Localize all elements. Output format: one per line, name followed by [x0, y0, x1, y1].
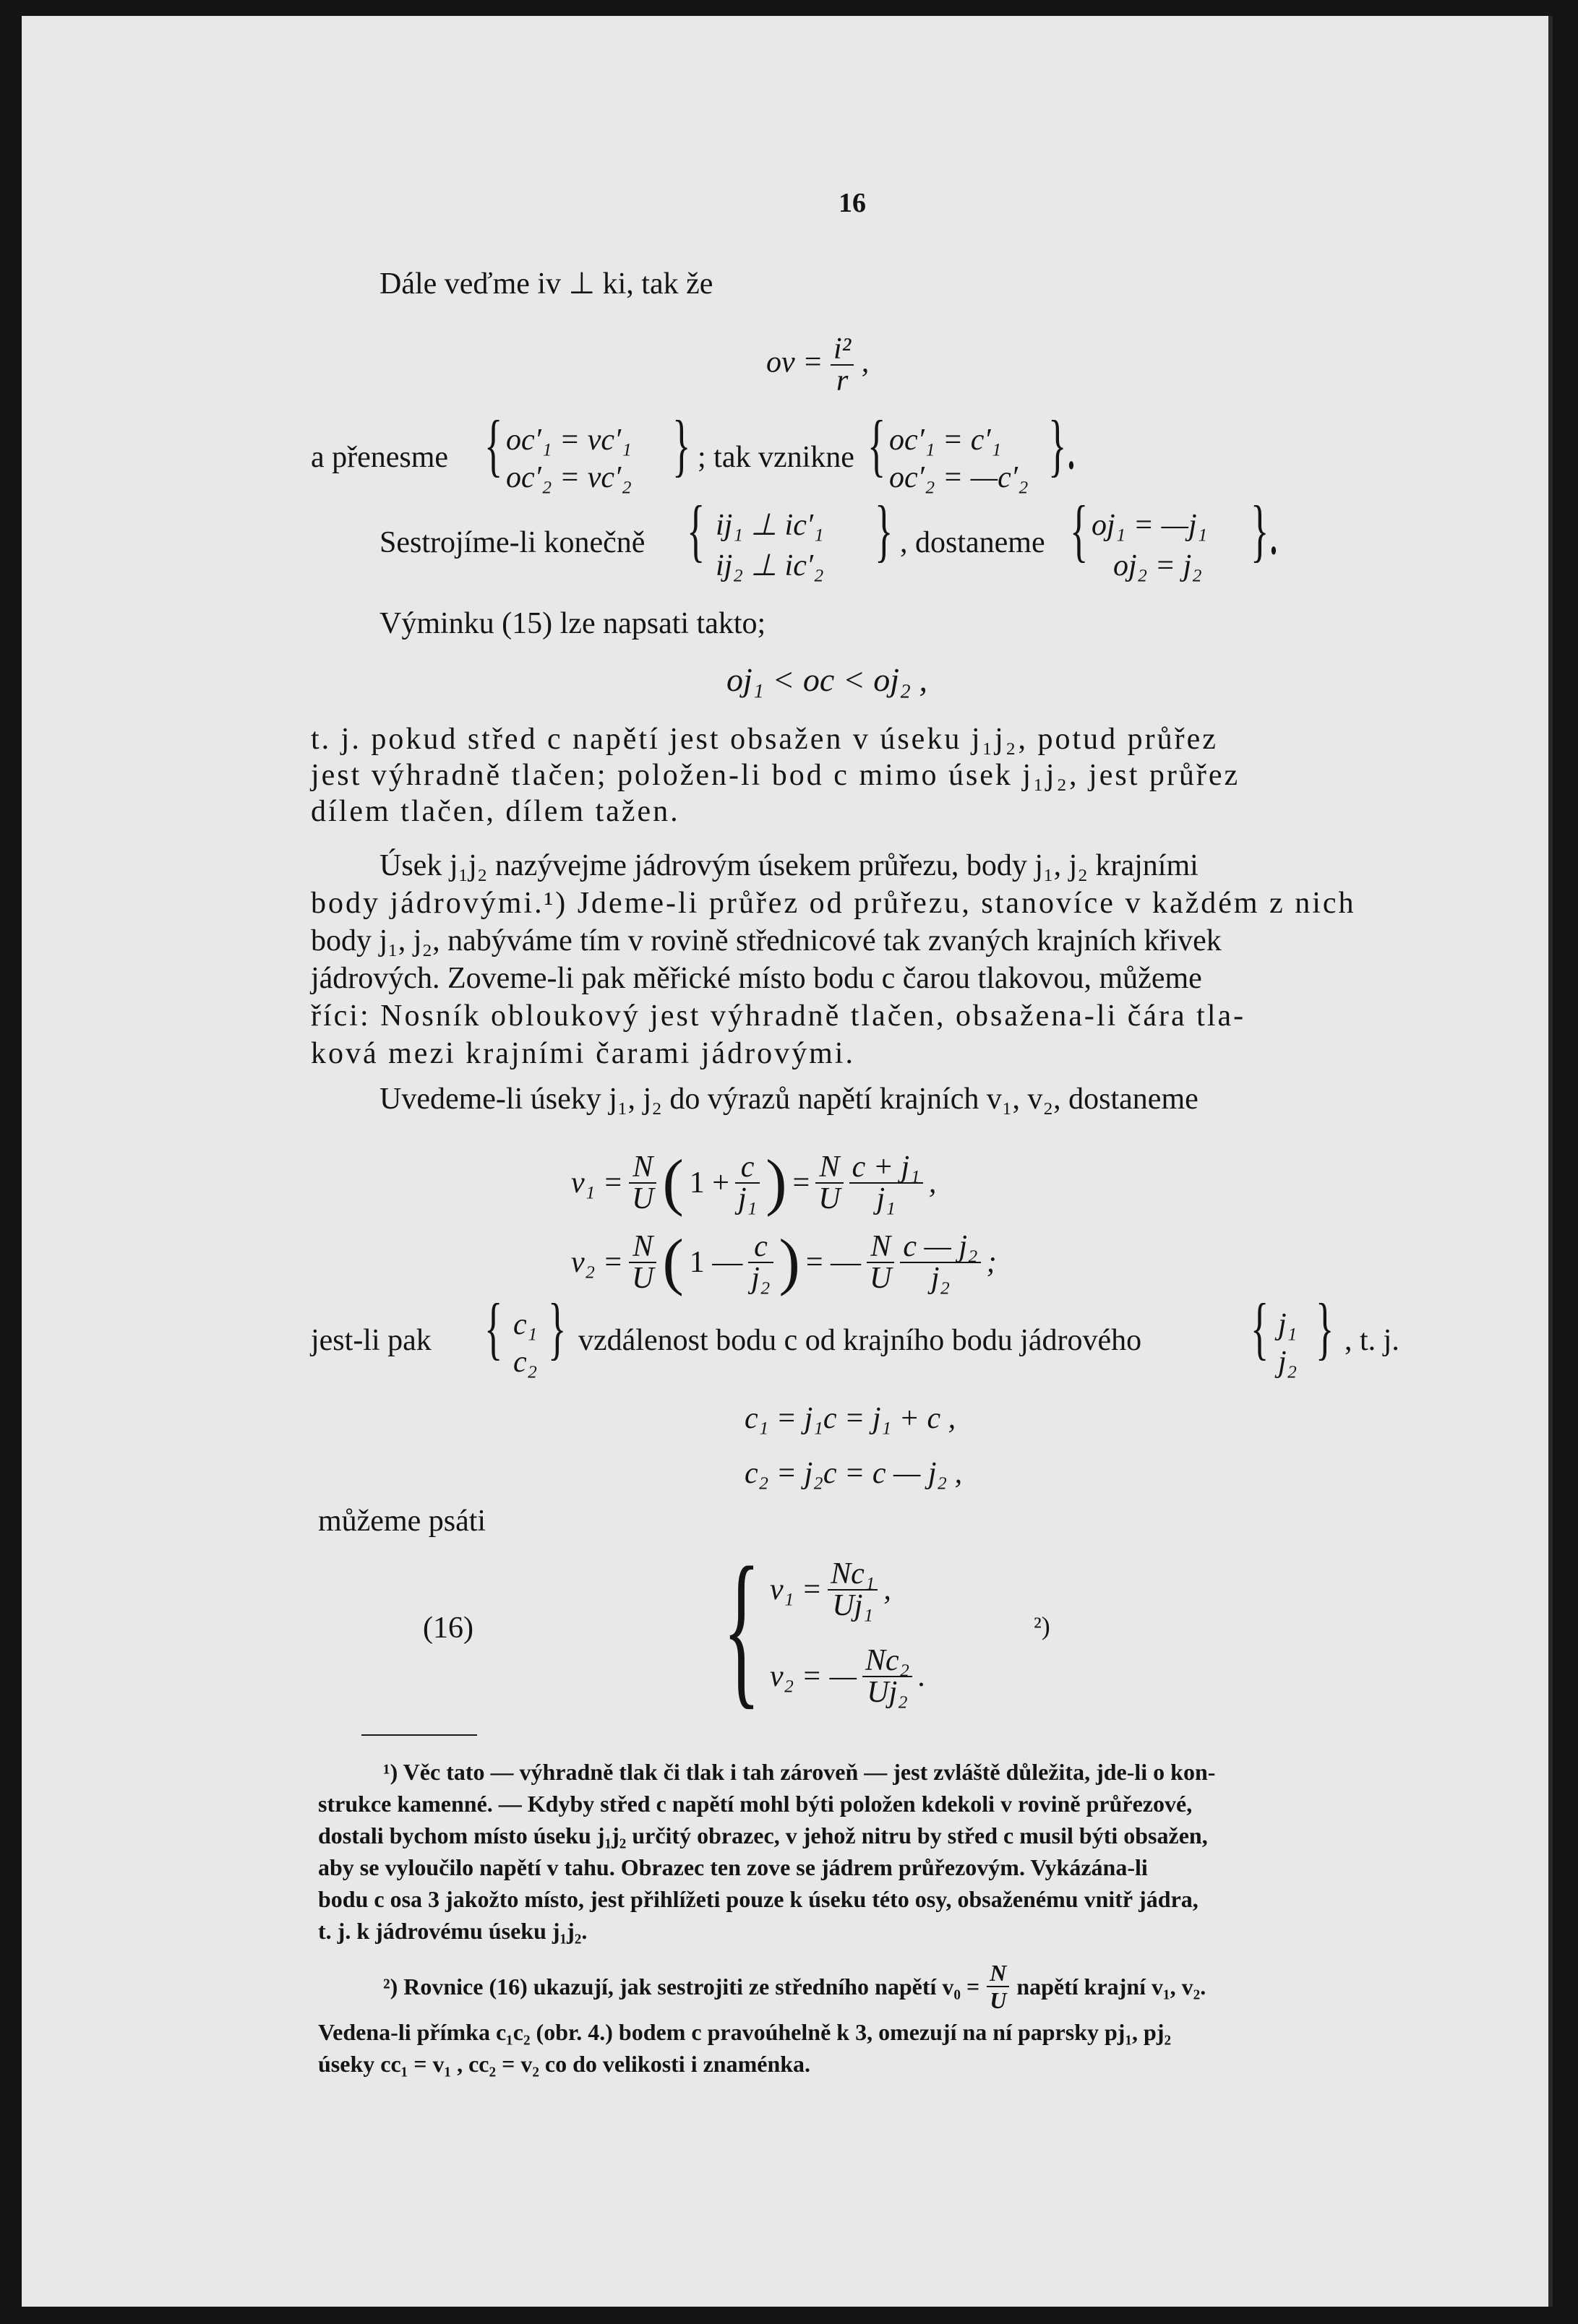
numerator: c — [748, 1231, 773, 1263]
equals: = — [792, 1166, 810, 1200]
system-row: oj₂ = j₂ — [1113, 549, 1202, 582]
fraction-c-over-j1 — [735, 1152, 760, 1214]
left-paren: ( — [662, 1227, 684, 1297]
right-brace: } — [672, 406, 691, 483]
page-number: 16 — [839, 188, 866, 218]
denominator: U — [632, 1182, 654, 1215]
left-brace: { — [687, 491, 706, 569]
fraction-n-over-u — [815, 1152, 843, 1214]
paragraph-line: t. j. pokud střed c napětí jest obsažen v úseku j₁j₂, potud průřez — [311, 723, 1218, 756]
comma: , — [928, 1166, 937, 1200]
denominator: j₁ — [876, 1182, 896, 1215]
footnote-line: úseky cc₁ = v₁ , cc₂ = v₂ co do velikosti i znaménka. — [318, 2051, 811, 2077]
footnote-line — [383, 1960, 1206, 2013]
denominator: Uj₂ — [867, 1676, 908, 1709]
brace-item: c₂ — [513, 1346, 538, 1379]
paragraph-line: Úsek j₁j₂ nazývejme jádrovým úsekem průřezu, body j₁, j₂ krajními — [380, 849, 1198, 882]
denominator: U — [632, 1262, 654, 1295]
denominator: U — [990, 1987, 1007, 2013]
left-brace: { — [1251, 1289, 1269, 1367]
footnote-divider — [361, 1734, 477, 1736]
fraction-n-over-u — [629, 1152, 656, 1214]
equation-c1: c₁ = j₁c = j₁ + c , — [745, 1402, 956, 1435]
system-brace: { — [723, 1531, 760, 1723]
text-jestli-pak: jest-li pak — [311, 1324, 432, 1357]
denominator: j₂ — [751, 1262, 771, 1295]
fraction — [828, 1559, 878, 1621]
text-muzeme: můžeme psáti — [318, 1505, 486, 1538]
footnote-line: Vedena-li přímka c₁c₂ (obr. 4.) bodem c pravoúhelně k 3, omezují na ní paprsky pj₁, pj₂ — [318, 2019, 1172, 2045]
footnote-line: ¹) Věc tato — výhradně tlak či tlak i tah zároveň — jest zvláště důležita, jde-li o kon- — [383, 1759, 1216, 1785]
paragraph-line: ková mezi krajními čarami jádrovými. — [311, 1037, 855, 1070]
numerator: N — [987, 1960, 1009, 1987]
numerator: i² — [831, 334, 854, 366]
fraction-n-over-u — [987, 1960, 1009, 2013]
brace-item: c₁ — [513, 1308, 538, 1341]
eq-ov-fraction — [831, 334, 854, 396]
equation-16-row1 — [770, 1554, 891, 1626]
eq-lhs: v₁ = — [770, 1573, 823, 1606]
denominator: Uj₁ — [832, 1589, 874, 1622]
right-brace: }. — [1251, 491, 1279, 569]
fraction-n-over-u — [867, 1231, 894, 1294]
brace-item: j₂ — [1278, 1346, 1298, 1379]
text-vyminku: Výminku (15) lze napsati takto; — [380, 607, 766, 640]
footnote-line: t. j. k jádrovému úseku j₁j₂. — [318, 1918, 588, 1944]
right-brace: } — [1316, 1289, 1334, 1367]
numerator: Nc₂ — [862, 1645, 912, 1677]
numerator: N — [629, 1231, 656, 1263]
brace-item: j₁ — [1278, 1308, 1298, 1341]
right-paren: ) — [766, 1148, 787, 1218]
comma: , — [861, 345, 870, 379]
paragraph-line: říci: Nosník obloukový jest výhradně tlačen, obsažena-li čára tla- — [311, 999, 1246, 1033]
fraction-cj1-over-j1 — [849, 1152, 923, 1214]
numerator: c — [735, 1152, 760, 1184]
paragraph-line: dílem tlačen, dílem tažen. — [311, 795, 680, 828]
left-brace: { — [484, 1289, 503, 1367]
eq-lhs: v₂ = — [571, 1246, 624, 1279]
numerator: N — [867, 1231, 894, 1263]
text-prenesme: a přenesme — [311, 441, 449, 474]
system-row: oc′₁ = vc′₁ — [506, 423, 632, 457]
system-row: oc′₁ = c′₁ — [889, 423, 1002, 457]
right-brace: } — [875, 491, 893, 569]
system-row: oc′₂ = —c′₂ — [889, 461, 1029, 494]
period: . — [918, 1660, 926, 1693]
text-tak-vznikne: ; tak vznikne — [698, 441, 854, 474]
term: 1 — — [689, 1246, 743, 1279]
comma: , — [883, 1573, 891, 1606]
equation-v1 — [571, 1140, 936, 1226]
footnote-ref: ²) — [1034, 1611, 1050, 1640]
left-brace: { — [867, 406, 886, 483]
term: 1 + — [689, 1166, 729, 1200]
fraction-c-over-j2 — [748, 1231, 773, 1294]
text-vzdalenost: vzdálenost bodu c od krajního bodu jádrového — [578, 1324, 1142, 1357]
text-tj: , t. j. — [1345, 1324, 1399, 1357]
text-dostaneme: , dostaneme — [900, 526, 1045, 559]
paragraph-line: Uvedeme-li úseky j₁, j₂ do výrazů napětí krajních v₁, v₂, dostaneme — [380, 1083, 1198, 1116]
right-paren: ) — [779, 1227, 800, 1297]
equation-16-row2 — [770, 1640, 926, 1713]
inequality: oj₁ < oc < oj₂ , — [726, 661, 928, 698]
system-row: oc′₂ = vc′₂ — [506, 461, 632, 494]
numerator: N — [815, 1152, 843, 1184]
denominator: U — [870, 1262, 892, 1295]
fraction-cj2-over-j2 — [900, 1231, 980, 1294]
footnote-line: aby se vyloučilo napětí v tahu. Obrazec ten zove se jádrem průřezovým. Vykázána-li — [318, 1854, 1148, 1880]
page-sheet — [22, 16, 1553, 2307]
footnote-text: napětí krajní v₁, v₂. — [1016, 1974, 1206, 2000]
eq-ov-lhs: ov = — [766, 345, 831, 379]
numerator: Nc₁ — [828, 1559, 878, 1591]
footnote-line: bodu c osa 3 jakožto místo, jest přihlížeti pouze k úseku této osy, obsaženému vnitř jádra, — [318, 1886, 1198, 1912]
fraction — [862, 1645, 912, 1708]
numerator: N — [629, 1152, 656, 1184]
right-brace: } — [548, 1289, 567, 1367]
system-row: ij₁ ⊥ ic′₁ — [716, 509, 824, 542]
footnote-line: dostali bychom místo úseku j₁j₂ určitý obrazec, v jehož nitru by střed c musil býti obsažen, — [318, 1822, 1208, 1849]
equals-minus: = — — [805, 1246, 862, 1279]
denominator: j₁ — [737, 1182, 758, 1215]
paragraph-line: body jádrovými.¹) Jdeme-li průřez od průřezu, stanovíce v každém z nich — [311, 887, 1356, 920]
equation-ov — [766, 334, 869, 396]
denominator: r — [836, 364, 849, 397]
eq-lhs: v₂ = — — [770, 1660, 857, 1693]
eq-lhs: v₁ = — [571, 1166, 624, 1200]
equation-v2 — [571, 1219, 997, 1306]
equation-label: (16) — [423, 1611, 473, 1645]
denominator: j₂ — [930, 1262, 951, 1295]
right-brace: }. — [1048, 406, 1076, 483]
left-brace: { — [484, 406, 503, 483]
denominator: U — [818, 1182, 841, 1215]
paragraph-line: body j₁, j₂, nabýváme tím v rovině střednicové tak zvaných krajních křivek — [311, 924, 1222, 957]
paragraph-line: jádrových. Zoveme-li pak měřické místo bodu c čarou tlakovou, můžeme — [311, 962, 1202, 995]
footnote-text: ²) Rovnice (16) ukazují, jak sestrojiti ze středního napětí v₀ = — [383, 1974, 980, 2000]
left-paren: ( — [662, 1148, 684, 1218]
system-row: ij₂ ⊥ ic′₂ — [716, 549, 824, 582]
paragraph-line: jest výhradně tlačen; položen-li bod c mimo úsek j₁j₂, jest průřez — [311, 759, 1240, 792]
equation-c2: c₂ = j₂c = c — j₂ , — [745, 1457, 963, 1490]
text-sestrojime: Sestrojíme-li konečně — [380, 526, 646, 559]
semicolon: ; — [986, 1246, 997, 1279]
numerator: c — j₂ — [900, 1231, 980, 1263]
text-line: Dále veďme iv ⊥ ki, tak že — [380, 267, 713, 301]
system-row: oj₁ = —j₁ — [1092, 509, 1208, 542]
numerator: c + j₁ — [849, 1152, 923, 1184]
left-brace: { — [1070, 491, 1089, 569]
footnote-line: strukce kamenné. — Kdyby střed c napětí mohl býti položen kdekoli v rovině průřezové, — [318, 1791, 1193, 1817]
fraction-n-over-u — [629, 1231, 656, 1294]
